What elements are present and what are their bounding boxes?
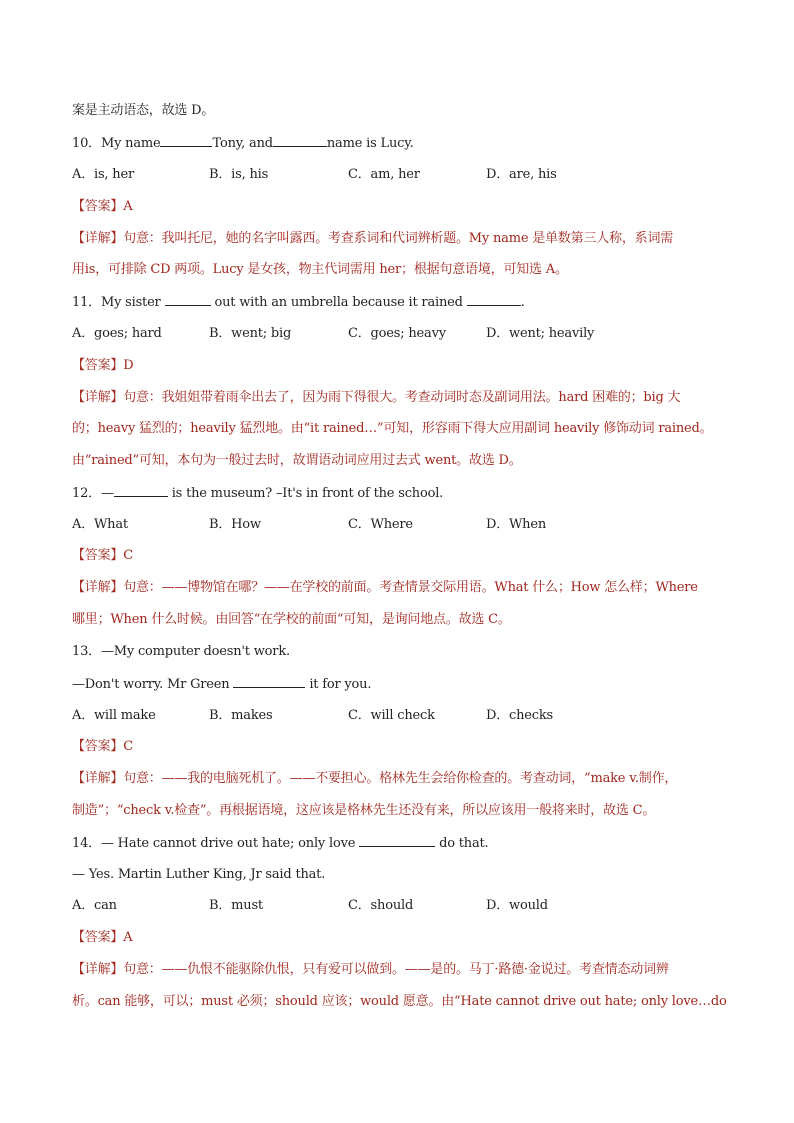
question-10-answer: 【答案】A <box>72 199 133 214</box>
question-11-detail: 【详解】句意：我姐姐带着雨伞出去了，因为雨下得很大。考查动词时态及副词用法。hard 困难的；big 大 <box>72 390 681 405</box>
question-14-detail: 【详解】句意：——仇恨不能驱除仇恨，只有爱可以做到。——是的。马丁·路德·金说过。考查情态动词辨 <box>72 962 669 977</box>
question-12-answer: 【答案】C <box>72 548 133 563</box>
question-11-detail-cont: 的；heavy 猛烈的；heavily 猛烈地。由“it rained…”可知，形容雨下得大应用副词 heavily 修饰动词 rained。 <box>72 421 713 436</box>
blank <box>273 134 327 147</box>
option-c: C．goes; heavy <box>348 326 446 341</box>
question-13-stem: 13．—My computer doesn't work. <box>72 644 290 659</box>
question-12-detail-cont: 哪里；When 什么时候。由回答“在学校的前面”可知，是询问地点。故选 C。 <box>72 612 511 627</box>
blank <box>233 675 305 688</box>
blank <box>359 834 435 847</box>
question-10-detail: 【详解】句意：我叫托尼，她的名字叫露西。考查系词和代词辨析题。My name 是单数第三人称，系词需 <box>72 231 674 246</box>
option-c: C．should <box>348 898 414 913</box>
option-b: B．is, his <box>209 167 269 182</box>
option-b: B．went; big <box>209 326 292 341</box>
option-d: D．checks <box>486 708 553 723</box>
blank <box>160 134 212 147</box>
question-10-detail-cont: 用is，可排除 CD 两项。Lucy 是女孩，物主代词需用 her；根据句意语境，可知选 A。 <box>72 262 568 277</box>
option-b: B．makes <box>209 708 273 723</box>
option-d: D．went; heavily <box>486 326 595 341</box>
option-c: C．Where <box>348 517 413 532</box>
question-11-stem: 11．My sister out with an umbrella because it rained . <box>72 295 525 310</box>
question-11-detail-cont: 由“rained”可知，本句为一般过去时，故谓语动词应用过去式 went。故选 D。 <box>72 453 522 468</box>
option-a: A．can <box>72 898 117 913</box>
option-a: A．is, her <box>72 167 134 182</box>
option-b: B．How <box>209 517 261 532</box>
question-13-detail-cont: 制造”；“check v.检查”。再根据语境，这应该是格林先生还没有来，所以应该用一般将来时，故选 C。 <box>72 803 656 818</box>
question-12-stem: 12．— is the museum? –It's in front of the school. <box>72 486 444 501</box>
option-d: D．are, his <box>486 167 557 182</box>
option-c: C．will check <box>348 708 435 723</box>
option-d: D．When <box>486 517 547 532</box>
option-a: A．will make <box>72 708 156 723</box>
option-d: D．would <box>486 898 548 913</box>
question-12-detail: 【详解】句意：——博物馆在哪？——在学校的前面。考查情景交际用语。What 什么；How 怎么样；Where <box>72 580 698 595</box>
option-a: A．goes; hard <box>72 326 162 341</box>
question-13-answer: 【答案】C <box>72 739 133 754</box>
question-14-detail-cont: 析。can 能够，可以；must 必须；should 应该；would 愿意。由“Hate cannot drive out hate; only love…do <box>72 994 727 1009</box>
blank <box>165 293 211 306</box>
question-13-stem-cont: —Don't worry. Mr Green it for you. <box>72 677 372 692</box>
question-13-detail: 【详解】句意：——我的电脑死机了。——不要担心。格林先生会给你检查的。考查动词，“make v.制作， <box>72 771 678 786</box>
option-b: B．must <box>209 898 263 913</box>
option-a: A．What <box>72 517 128 532</box>
question-11-answer: 【答案】D <box>72 358 134 373</box>
question-14-stem: 14．— Hate cannot drive out hate; only love do that. <box>72 836 489 851</box>
answer-fragment: 案是主动语态，故选 D。 <box>72 103 215 118</box>
question-14-stem-cont: — Yes. Martin Luther King, Jr said that. <box>72 867 326 882</box>
option-c: C．am, her <box>348 167 420 182</box>
blank <box>114 484 168 497</box>
question-10-stem: 10．My name Tony, and name is Lucy. <box>72 136 414 151</box>
blank <box>467 293 521 306</box>
question-14-answer: 【答案】A <box>72 930 133 945</box>
